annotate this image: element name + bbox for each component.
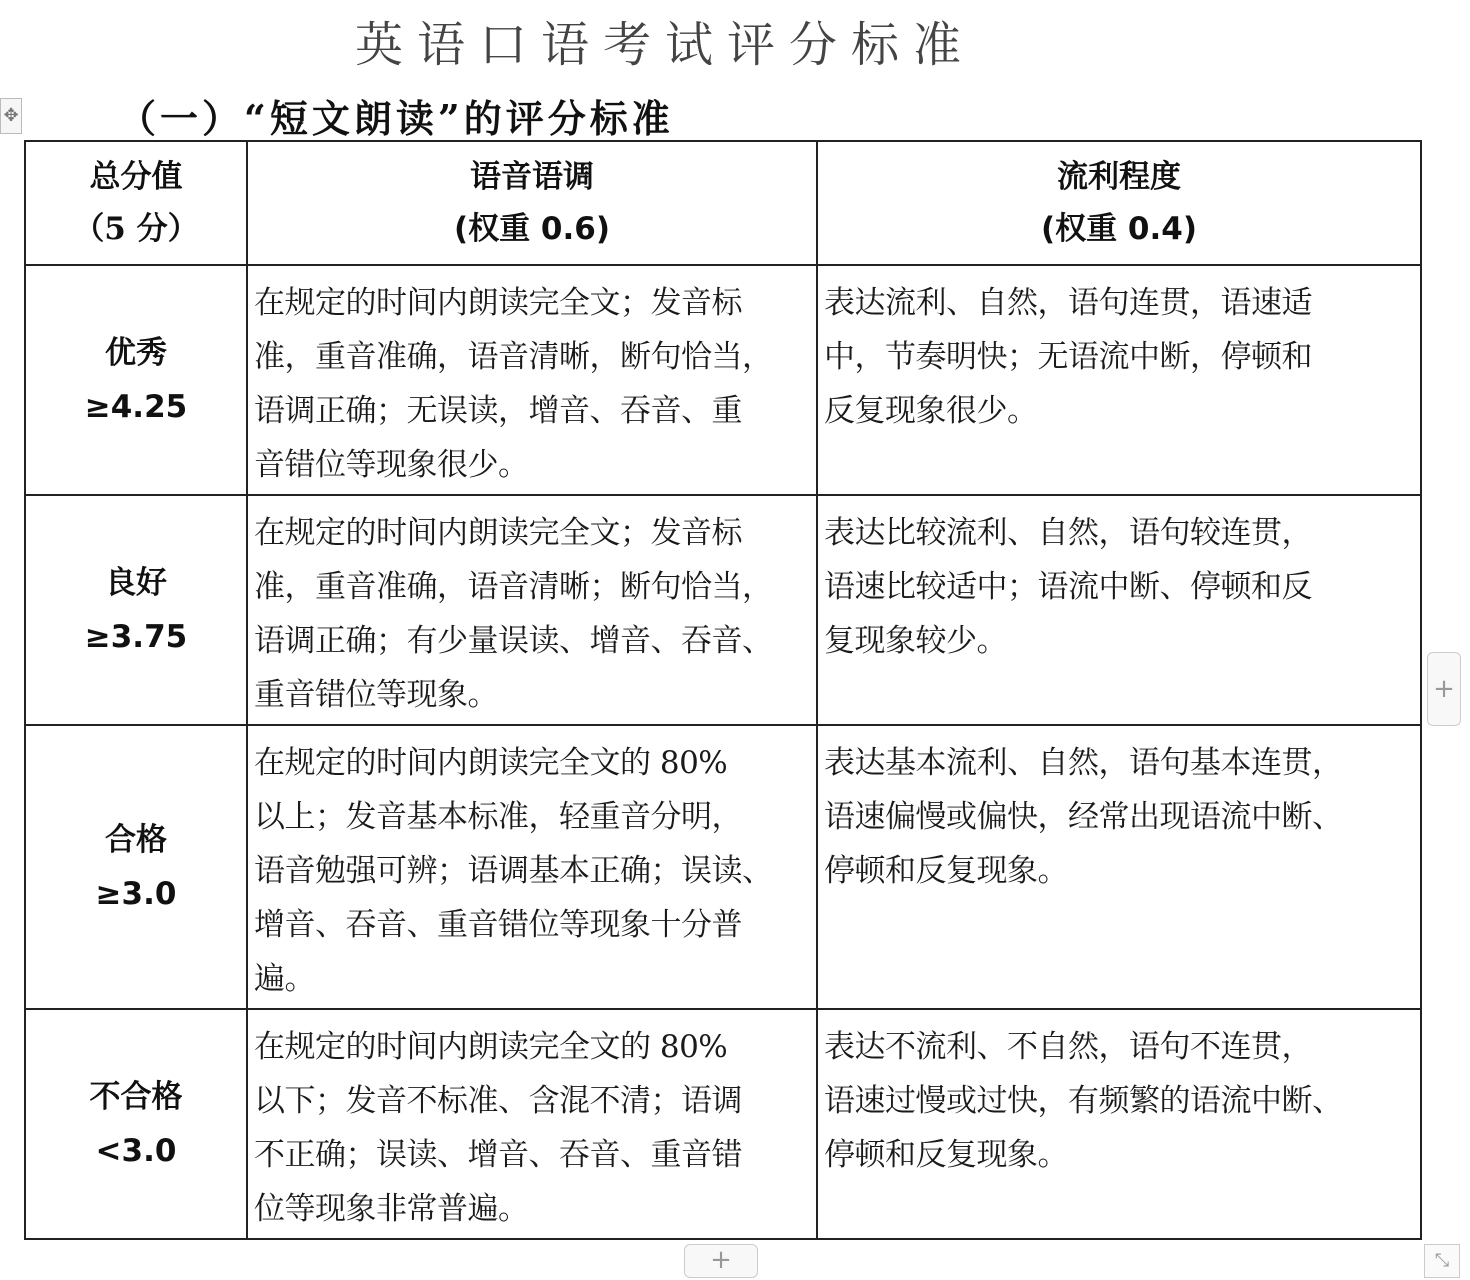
document-title: 英语口语考试评分标准 [354,17,975,73]
table-row [25,495,1421,725]
text-line: 停顿和反复现象。 [824,853,1068,889]
text-line: 位等现象非常普遍。 [254,1191,529,1227]
text-line: 表达不流利、不自然，语句不连贯， [824,1029,1312,1065]
move-icon: ✥ [3,105,19,126]
text-line: 表达流利、自然，语句连贯，语速适 [824,285,1312,321]
add-column-button[interactable] [1427,652,1461,726]
header-total-label: 总分值 [89,159,183,195]
text-line: 反复现象很少。 [824,393,1038,429]
resize-icon: ⤡ [1434,1250,1450,1271]
text-line: 表达基本流利、自然，语句基本连贯， [824,745,1343,781]
grade-threshold: <3.0 [95,1133,177,1169]
grade-threshold: ≥3.0 [95,876,177,912]
fluency-cell [817,725,1421,1009]
header-pronunciation-weight: (权重 0.6) [453,211,611,247]
text-line: 不正确；误读、增音、吞音、重音错 [254,1137,742,1173]
text-line: 复现象较少。 [824,623,1007,659]
grade-cell [25,495,247,725]
table-row [25,725,1421,1009]
table-row [25,265,1421,495]
text-line: 表达比较流利、自然，语句较连贯， [824,515,1312,551]
header-pronunciation-label: 语音语调 [470,159,594,195]
text-line: 语调正确；无误读，增音、吞音、重 [254,393,742,429]
text-line: 语调正确；有少量误读、增音、吞音、 [254,623,773,659]
header-row [25,141,1421,265]
text-line: 中，节奏明快；无语流中断，停顿和 [824,339,1312,375]
grade-threshold: ≥4.25 [84,389,188,425]
text-line: 以上；发音基本标准，轻重音分明， [254,799,742,835]
text-line: 在规定的时间内朗读完全文；发音标 [254,285,742,321]
header-fluency [817,141,1421,265]
text-line: 在规定的时间内朗读完全文的 80% [254,745,728,781]
grade-label: 良好 [105,565,167,601]
text-line: 音错位等现象很少。 [254,447,529,483]
text-line: 在规定的时间内朗读完全文的 80% [254,1029,728,1065]
table-row [25,1009,1421,1239]
grade-threshold: ≥3.75 [84,619,188,655]
header-fluency-weight: (权重 0.4) [1040,211,1198,247]
fluency-cell [817,265,1421,495]
grade-cell [25,265,247,495]
header-total-points: （5 分） [73,211,199,247]
text-line: 语速比较适中；语流中断、停顿和反 [824,569,1312,605]
grade-cell [25,725,247,1009]
table-move-handle[interactable] [0,98,22,134]
pronunciation-cell [247,495,817,725]
text-line: 语速偏慢或偏快，经常出现语流中断、 [824,799,1343,835]
grade-cell [25,1009,247,1239]
text-line: 在规定的时间内朗读完全文；发音标 [254,515,742,551]
text-line: 重音错位等现象。 [254,677,498,713]
grade-label: 优秀 [105,335,167,371]
text-line: 以下；发音不标准、含混不清；语调 [254,1083,742,1119]
text-line: 遍。 [254,961,315,997]
header-pronunciation [247,141,817,265]
plus-icon: + [1433,674,1455,704]
text-line: 语速过慢或过快，有频繁的语流中断、 [824,1083,1343,1119]
text-line: 准，重音准确，语音清晰；断句恰当， [254,569,773,605]
table-resize-handle[interactable] [1424,1244,1460,1278]
text-line: 准，重音准确，语音清晰，断句恰当， [254,339,773,375]
section-title: （一）“短文朗读”的评分标准 [118,96,674,141]
pronunciation-cell [247,725,817,1009]
plus-icon: + [710,1245,732,1275]
header-fluency-label: 流利程度 [1057,159,1181,195]
text-line: 停顿和反复现象。 [824,1137,1068,1173]
grade-label: 合格 [105,822,167,858]
header-total-score [25,141,247,265]
scoring-table [24,140,1422,1240]
grade-label: 不合格 [89,1079,183,1115]
fluency-cell [817,495,1421,725]
fluency-cell [817,1009,1421,1239]
add-row-button[interactable] [684,1244,758,1278]
pronunciation-cell [247,265,817,495]
text-line: 语音勉强可辨；语调基本正确；误读、 [254,853,773,889]
pronunciation-cell [247,1009,817,1239]
text-line: 增音、吞音、重音错位等现象十分普 [254,907,742,943]
